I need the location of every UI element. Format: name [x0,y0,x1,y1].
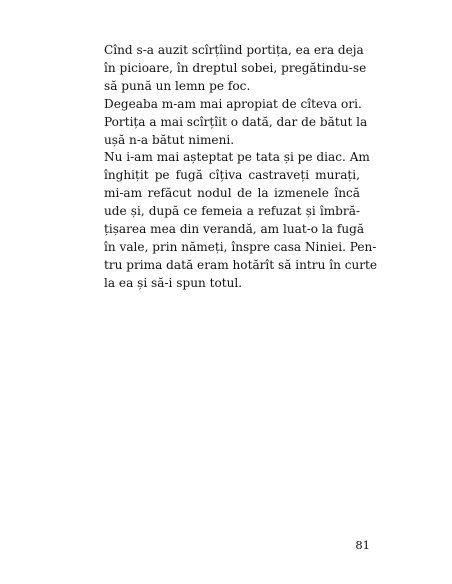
text-line: tru prima dată eram hotărît să intru în curte [104,257,378,272]
text-line: Cînd s-a auzit scîrțîind portița, ea era deja [104,43,364,57]
text-line: Nu i-am mai așteptat pe tata și pe diac. Am [104,150,370,165]
paragraph-4 [104,149,378,292]
text-line: țișarea mea din verandă, am luat-o la fugă [104,222,365,237]
text-line: în picioare, în dreptul sobei, pregătindu-se [104,60,367,75]
page-number: 81 [355,538,370,552]
text-line: Portița a mai scîrțîit o dată, dar de bătut la [104,114,368,129]
text-line: ușă n-a bătut nimeni. [104,132,235,147]
paragraph-2 [104,96,360,114]
text-line: înghițit pe fugă cîțiva castraveți murați, [104,168,360,183]
text-line: în vale, prin nămeți, înspre casa Niniei. Pen- [104,239,377,254]
paragraph-3 [104,114,368,150]
body-text [104,42,378,293]
paragraph-1 [104,42,367,96]
text-line: la ea și să-i spun totul. [104,275,243,290]
text-line: ude și, după ce femeia a refuzat și îmbră- [104,204,360,219]
text-line: mi-am refăcut nodul de la izmenele încă [104,186,360,201]
text-line: să pună un lemn pe foc. [104,78,251,93]
text-line: Degeaba m-am mai apropiat de cîteva ori. [104,96,362,111]
